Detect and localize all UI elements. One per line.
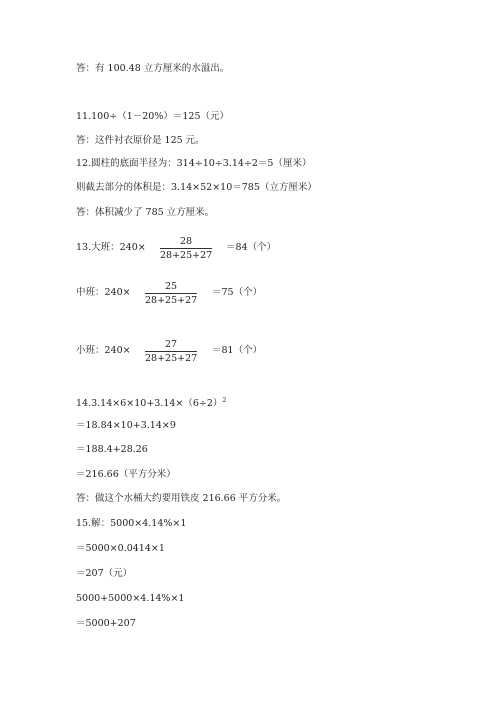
fraction-mid-denominator: 28+25+27 — [145, 295, 198, 306]
fraction-bar — [160, 248, 212, 249]
question-14-text: 14.3.14×6×10+3.14×（6÷2） — [76, 398, 223, 410]
question-15: 15.解：5000×4.14%×1 — [76, 518, 187, 529]
fraction-mid — [145, 281, 197, 306]
answer-10: 答：有 100.48 立方厘米的水溢出。 — [76, 63, 230, 74]
question-15-step-1: ＝5000×0.0414×1 — [76, 543, 165, 554]
question-13-big-result: ＝84（个） — [226, 242, 277, 253]
fraction-big — [160, 236, 212, 261]
question-14-exponent: 2 — [222, 397, 227, 404]
fraction-big-denominator: 28+25+27 — [160, 250, 213, 261]
question-14-step-1: ＝18.84×10+3.14×9 — [76, 420, 176, 431]
question-15-step-4: ＝5000+207 — [76, 618, 136, 629]
question-13-small-prefix: 小班：240× — [76, 345, 131, 356]
question-15-step-3: 5000+5000×4.14%×1 — [76, 593, 185, 604]
fraction-small — [145, 339, 197, 364]
answer-11: 答：这件衬衣原价是 125 元。 — [76, 135, 205, 146]
question-14-step-2: ＝188.4+28.26 — [76, 444, 148, 455]
question-14 — [76, 395, 226, 410]
fraction-bar — [145, 351, 197, 352]
question-12: 12.圆柱的底面半径为：314÷10÷3.14÷2＝5（厘米） — [76, 158, 312, 169]
question-12-step: 则截去部分的体积是：3.14×52×10＝785（立方厘米） — [76, 182, 317, 193]
fraction-mid-numerator: 25 — [164, 281, 178, 292]
fraction-small-denominator: 28+25+27 — [145, 353, 198, 364]
question-13-mid-prefix: 中班：240× — [76, 287, 131, 298]
question-13-mid-result: ＝75（个） — [212, 287, 263, 298]
answer-14: 答：做这个水桶大约要用铁皮 216.66 平方分米。 — [76, 493, 287, 504]
question-14-step-3: ＝216.66（平方分米） — [76, 469, 176, 480]
fraction-small-numerator: 27 — [164, 339, 178, 350]
fraction-big-numerator: 28 — [179, 236, 193, 247]
fraction-bar — [145, 293, 197, 294]
question-13-small-result: ＝81（个） — [212, 345, 263, 356]
question-13-big-prefix: 13.大班：240× — [76, 242, 146, 253]
question-15-step-2: ＝207（元） — [76, 568, 133, 579]
question-11: 11.100÷（1－20%）＝125（元） — [76, 111, 229, 122]
answer-12: 答：体积减少了 785 立方厘米。 — [76, 207, 215, 218]
